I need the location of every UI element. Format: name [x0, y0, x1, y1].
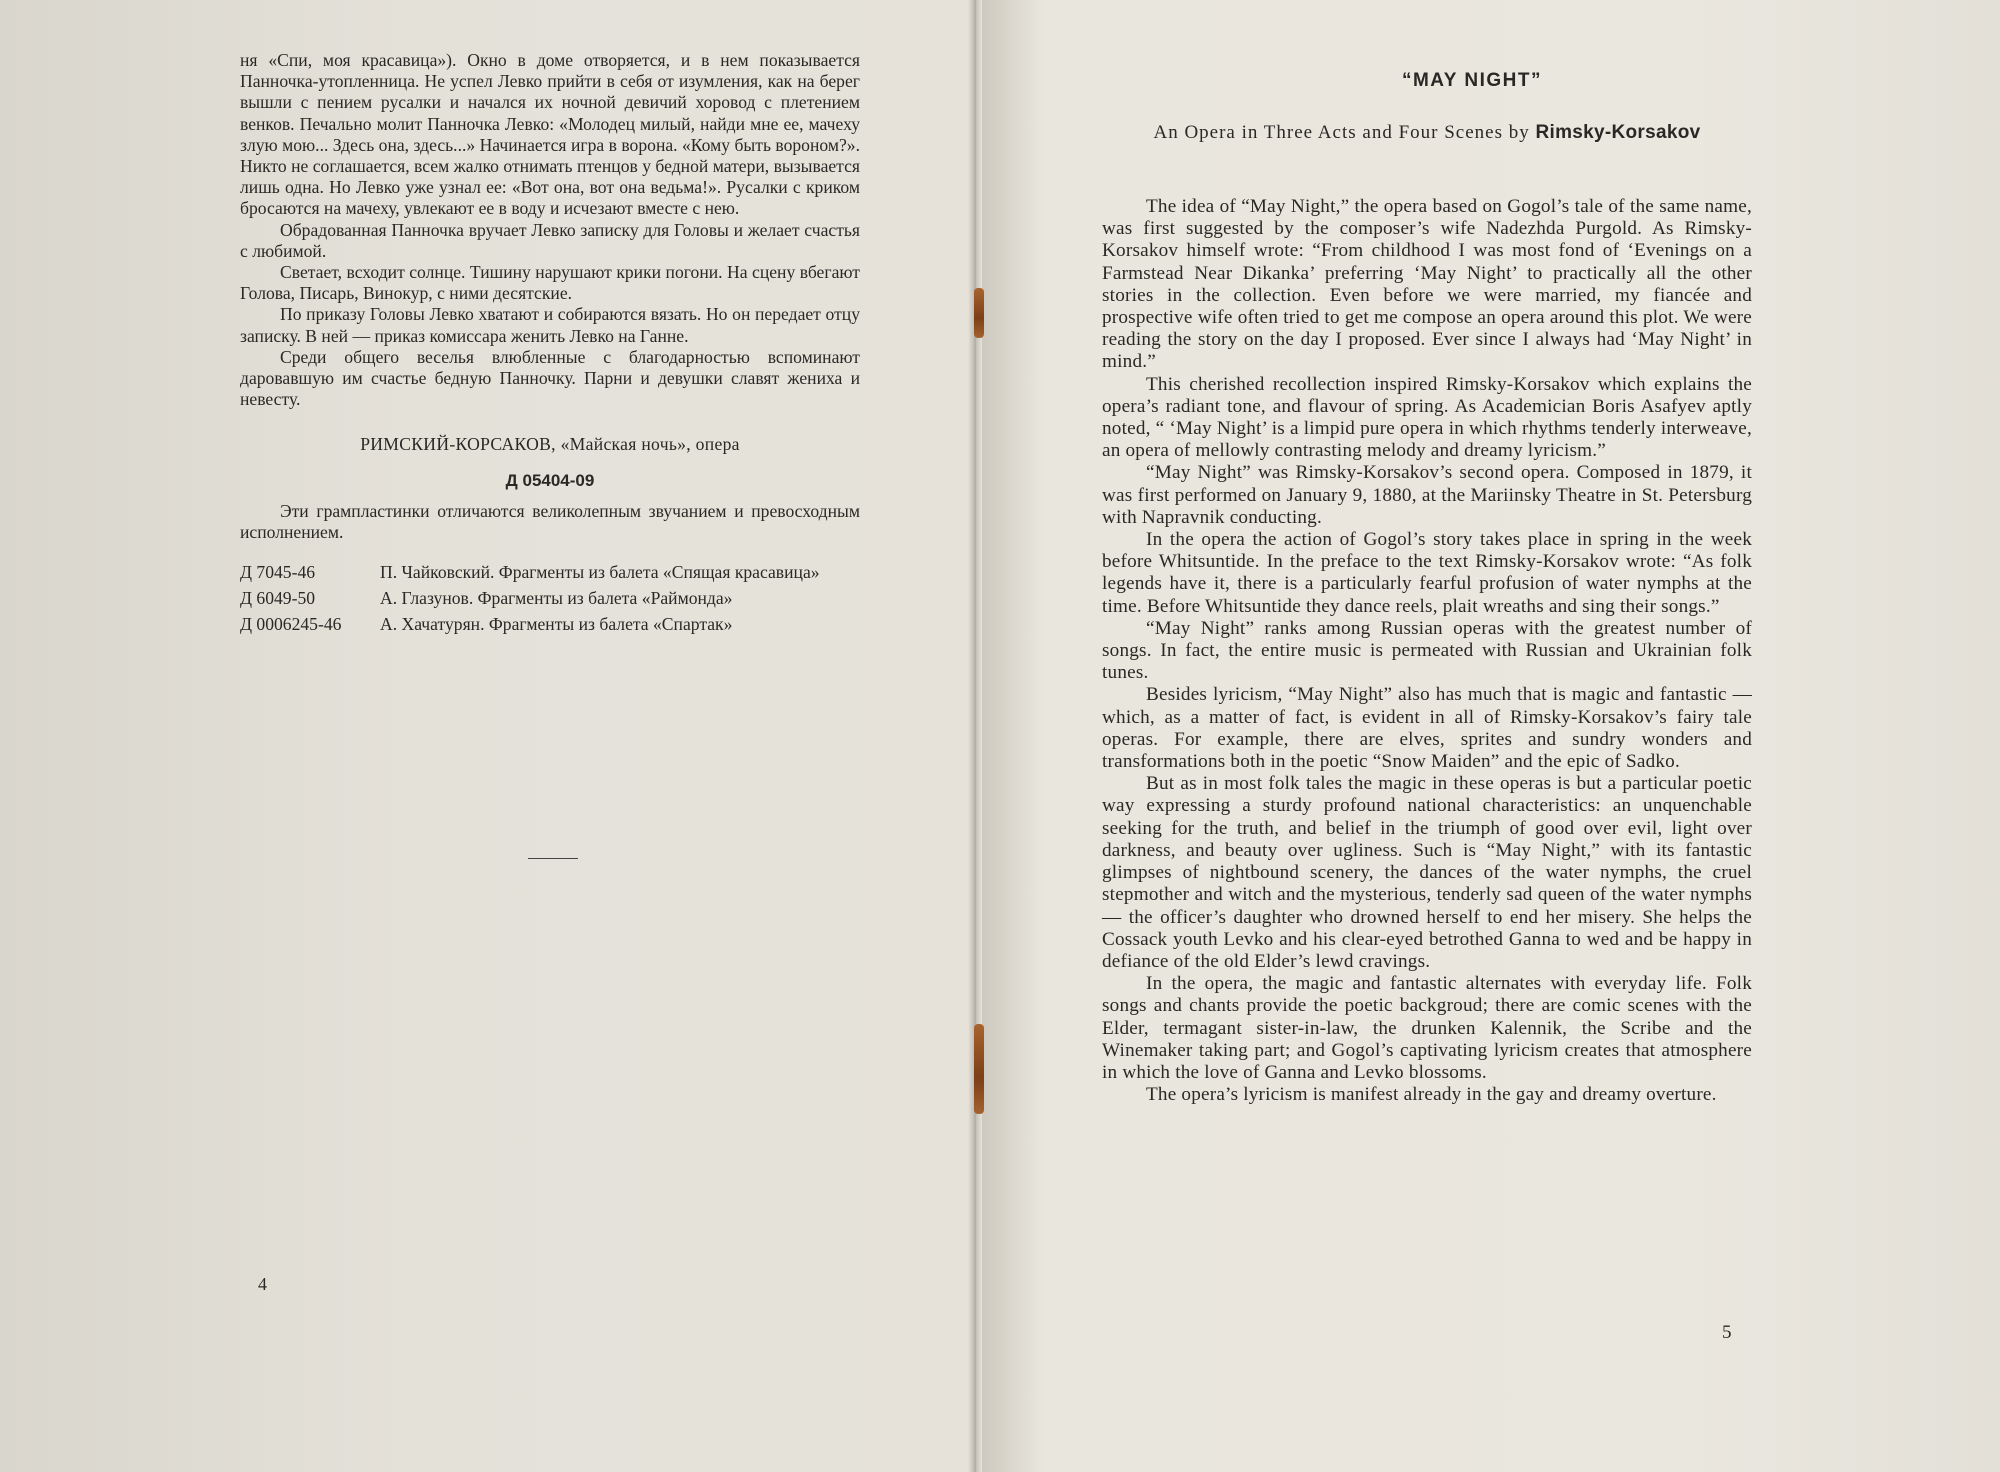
book-gutter: [968, 0, 982, 1472]
record-title: П. Чайковский. Фрагменты из балета «Спящая красавица»: [380, 562, 820, 583]
record-description: Эти грампластинки отличаются великолепным звучанием и превосходным исполнением.: [240, 500, 860, 543]
subtitle-author: Rimsky-Korsakov: [1535, 122, 1701, 143]
left-page-number: 4: [258, 1274, 267, 1294]
article-title: “MAY NIGHT”: [1401, 70, 1543, 91]
article-paragraph-4: In the opera the action of Gogol’s story takes place in spring in the week before Whitsuntide. In the preface to the text Rimsky-Korsakov wrote: “As folk legends have it, there is a particularly fearful profusion of water nymphs at the time. Before Whitsuntide they dance reels, plait wreaths and sing their songs.”: [1102, 529, 1752, 617]
section-divider: [528, 858, 578, 859]
record-number: Д 0006245-46: [240, 614, 342, 635]
right-page: [1102, 70, 1752, 1106]
article-paragraph-2: This cherished recollection inspired Rimsky-Korsakov which explains the opera’s radiant tone, and flavour of spring. As Academician Boris Asafyev aptly noted, “ ‘May Night’ is a limpid pure opera in which rhythms tenderly interweave, an opera of mellowly contrasting melody and dreamy lyricism.”: [1102, 373, 1752, 462]
left-paragraph-1: ня «Спи, моя красавица»). Окно в доме отворяется, и в нем показывается Панночка-утопленница. Не успел Левко прийти в себя от изумления, как на берег вышли с пением русалки и начался их ночной девичий хоровод с плетением венков. Печально молит Панночка Левко: «Молодец милый, найди мне ее, мачеху злую мою... Здесь она, здесь...» Начинается игра в ворона. «Кому быть вороном?». Никто не соглашается, всем жалко отнимать птенцов у бедной матери, вызывается лишь одна. Но Левко уже узнал ее: «Вот она, вот она ведьма!». Русалки с криком бросаются на мачеху, увлекают ее в воду и исчезают вместе с нею.: [240, 50, 860, 219]
article-paragraph-3: “May Night” was Rimsky-Korsakov’s second opera. Composed in 1879, it was first performed on January 9, 1880, at the Mariinsky Theatre in St. Petersburg with Napravnik conducting.: [1102, 462, 1752, 528]
article-paragraph-7: But as in most folk tales the magic in these operas is but a particular poetic way expressing a sturdy profound national characteristics: an unquenchable seeking for the truth, and belief in the triumph of good over evil, light over darkness, and beauty over ugliness. Such is “May Night,” with its fantastic glimpses of nightbound scenery, the dances of the water nymphs, the cruel stepmother and witch and the mysterious, tenderly sad queen of the water nymphs — the officer’s daughter who drowned herself to end her misery. She helps the Cossack youth Levko and his clear-eyed betrothed Ganna to wed and be happy in defiance of the old Elder’s lewd cravings.: [1102, 773, 1752, 972]
left-paragraph-3: Светает, всходит солнце. Тишину нарушают крики погони. На сцену вбегают Голова, Писарь, Винокур, с ними десятские.: [240, 262, 860, 304]
record-number: Д 6049-50: [240, 588, 316, 609]
left-paragraph-5: Среди общего веселья влюбленные с благодарностью вспоминают даровавшую им счастье бедную Панночку. Парни и девушки славят жениха и невесту.: [240, 346, 860, 410]
left-paragraph-2: Обрадованная Панночка вручает Левко записку для Головы и желает счастья с любимой.: [240, 219, 860, 261]
right-page-number: 5: [1722, 1322, 1732, 1343]
upper-staple: [974, 288, 984, 338]
record-number: Д 7045-46: [240, 562, 316, 583]
article-paragraph-8: In the opera, the magic and fantastic alternates with everyday life. Folk songs and chants provide the poetic backgroud; there are comic scenes with the Elder, termagant sister-in-law, the drunken Kalennik, the Scribe and the Winemaker taking part; and Gogol’s captivating lyricism creates that atmosphere in which the love of Ganna and Levko blossoms.: [1102, 973, 1752, 1083]
article-paragraph-6: Besides lyricism, “May Night” also has much that is magic and fantastic — which, as a matter of fact, is evident in all of Rimsky-Korsakov’s fairy tale operas. For example, there are elves, sprites and sundry wonders and transformations both in the poetic “Snow Maiden” and the epic of Sadko.: [1102, 684, 1752, 773]
catalog-number: Д 05404-09: [505, 470, 595, 490]
subtitle-text: An Opera in Three Acts and Four Scenes by: [1153, 122, 1530, 143]
lower-staple: [974, 1024, 984, 1114]
article-paragraph-1: The idea of “May Night,” the opera based on Gogol’s tale of the same name, was first suggested by the composer’s wife Nadezhda Purgold. As Rimsky-Korsakov himself wrote: “From childhood I was most fond of ‘Evenings on a Farmstead Near Dikanka’ preferring ‘May Night’ to practically all the other stories in the collection. Even before we were married, my fiancée and prospective wife often tried to get me compose an opera around this plot. We were reading the story on the day I proposed. Ever since I always had ‘May Night’ in mind.”: [1102, 196, 1752, 373]
article-body: [1102, 196, 1752, 1106]
article-paragraph-9: The opera’s lyricism is manifest already in the gay and dreamy overture.: [1146, 1084, 1717, 1106]
record-item: [240, 559, 860, 585]
record-title: А. Хачатурян. Фрагменты из балета «Спартак»: [380, 614, 733, 635]
record-title: А. Глазунов. Фрагменты из балета «Раймонда»: [380, 588, 733, 609]
left-page: [240, 50, 860, 637]
record-list: [240, 559, 860, 637]
record-item: [240, 585, 860, 611]
article-subtitle: [1102, 122, 1752, 144]
record-heading: РИМСКИЙ-КОРСАКОВ, «Майская ночь», опера: [360, 434, 740, 455]
record-item: [240, 611, 860, 637]
article-paragraph-5: “May Night” ranks among Russian operas with the greatest number of songs. In fact, the entire music is permeated with Russian and Ukrainian folk tunes.: [1102, 617, 1752, 684]
left-paragraph-4: По приказу Головы Левко хватают и собираются вязать. Но он передает отцу записку. В ней — приказ комиссара женить Левко на Ганне.: [240, 304, 860, 346]
